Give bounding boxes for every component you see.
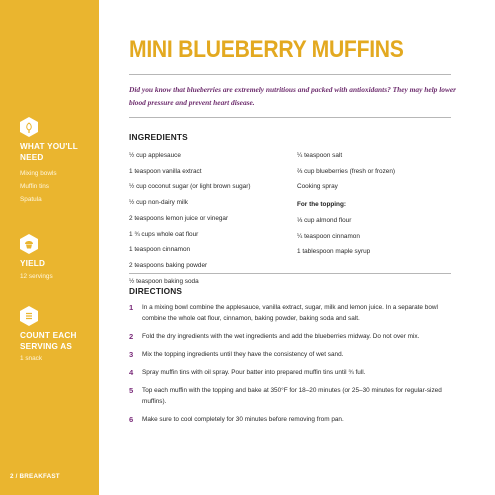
list-item: ¼ teaspoon salt xyxy=(297,152,343,159)
direction-step xyxy=(129,414,459,425)
step-text: In a mixing bowl combine the applesauce, vanilla extract, sugar, milk and lemon juice. In a separate bowl combine the whole oat flour, cinnamon, baking powder, baking soda and salt. xyxy=(142,304,438,322)
directions-list xyxy=(129,302,459,432)
list-item: 1 tablespoon maple syrup xyxy=(297,248,371,256)
yield-block xyxy=(20,234,96,283)
sidebar xyxy=(0,0,99,495)
list-item: 1 teaspoon vanilla extract xyxy=(129,167,202,175)
direction-step xyxy=(129,331,459,342)
ingredients-right-column xyxy=(297,148,395,260)
whisk-icon xyxy=(20,117,38,137)
yield-value: 12 servings xyxy=(20,272,53,280)
step-text: Top each muffin with the topping and bake at 350°F for 18–20 minutes (or 25–30 minutes for regular-sized muffins). xyxy=(142,387,442,405)
list-item: ½ cup coconut sugar (or light brown sugar) xyxy=(129,183,251,191)
list-item: Muffin tins xyxy=(20,183,50,190)
direction-step xyxy=(129,385,459,407)
step-number: 2 xyxy=(129,332,134,341)
what-you-need-heading: WHAT YOU'LL NEED xyxy=(20,142,78,162)
list-item: 1 ¾ cups whole oat flour xyxy=(129,230,199,238)
list-item: Spatula xyxy=(20,196,42,203)
page-footer: 2 / BREAKFAST xyxy=(10,473,60,480)
count-block xyxy=(20,306,96,365)
what-you-need-block xyxy=(20,117,96,206)
step-number: 4 xyxy=(129,368,134,377)
count-heading: COUNT EACH SERVING AS xyxy=(20,331,77,351)
muffin-icon xyxy=(20,234,38,254)
step-number: 5 xyxy=(129,386,134,395)
ingredients-heading: INGREDIENTS xyxy=(129,132,188,142)
count-value: 1 snack xyxy=(20,355,43,362)
list-item: Cooking spray xyxy=(297,183,338,191)
list-item: ⅔ cup blueberries (fresh or frozen) xyxy=(297,167,396,175)
list-item: ½ cup non-dairy milk xyxy=(129,199,188,207)
topping-heading: For the topping: xyxy=(297,201,346,209)
list-item: Mixing bowls xyxy=(20,170,57,177)
ingredients-left-column xyxy=(129,148,251,289)
what-you-need-list xyxy=(20,167,96,206)
list-item: ½ teaspoon baking soda xyxy=(129,277,199,285)
list-item: 2 teaspoons lemon juice or vinegar xyxy=(129,214,229,222)
direction-step xyxy=(129,367,459,378)
step-text: Mix the topping ingredients until they have the consistency of wet sand. xyxy=(142,351,344,358)
step-text: Make sure to cool completely for 30 minutes before removing from pan. xyxy=(142,416,344,423)
list-item: ½ cup applesauce xyxy=(129,152,181,159)
step-text: Spray muffin tins with oil spray. Pour batter into prepared muffin tins until ¾ full. xyxy=(142,369,366,376)
step-number: 1 xyxy=(129,303,134,312)
direction-step xyxy=(129,302,459,324)
step-number: 6 xyxy=(129,415,134,424)
divider xyxy=(129,117,451,118)
step-number: 3 xyxy=(129,350,134,359)
divider xyxy=(129,273,451,274)
intro-text: Did you know that blueberries are extremely nutritious and packed with antioxidants? They may help lower blood pressure and prevent heart disease. xyxy=(129,85,457,107)
divider xyxy=(129,74,451,75)
list-item: 1 teaspoon cinnamon xyxy=(129,246,191,254)
yield-heading: YIELD xyxy=(20,259,46,268)
direction-step xyxy=(129,349,459,360)
page-title: MINI BLUEBERRY MUFFINS xyxy=(129,36,404,63)
list-item: ¼ teaspoon cinnamon xyxy=(297,232,360,240)
step-text: Fold the dry ingredients with the wet ingredients and add the blueberries midway. Do not over mix. xyxy=(142,333,420,340)
list-item: 2 teaspoons baking powder xyxy=(129,261,208,269)
checklist-icon xyxy=(20,306,38,326)
list-item: ⅓ cup almond flour xyxy=(297,216,352,224)
directions-heading: DIRECTIONS xyxy=(129,286,183,296)
